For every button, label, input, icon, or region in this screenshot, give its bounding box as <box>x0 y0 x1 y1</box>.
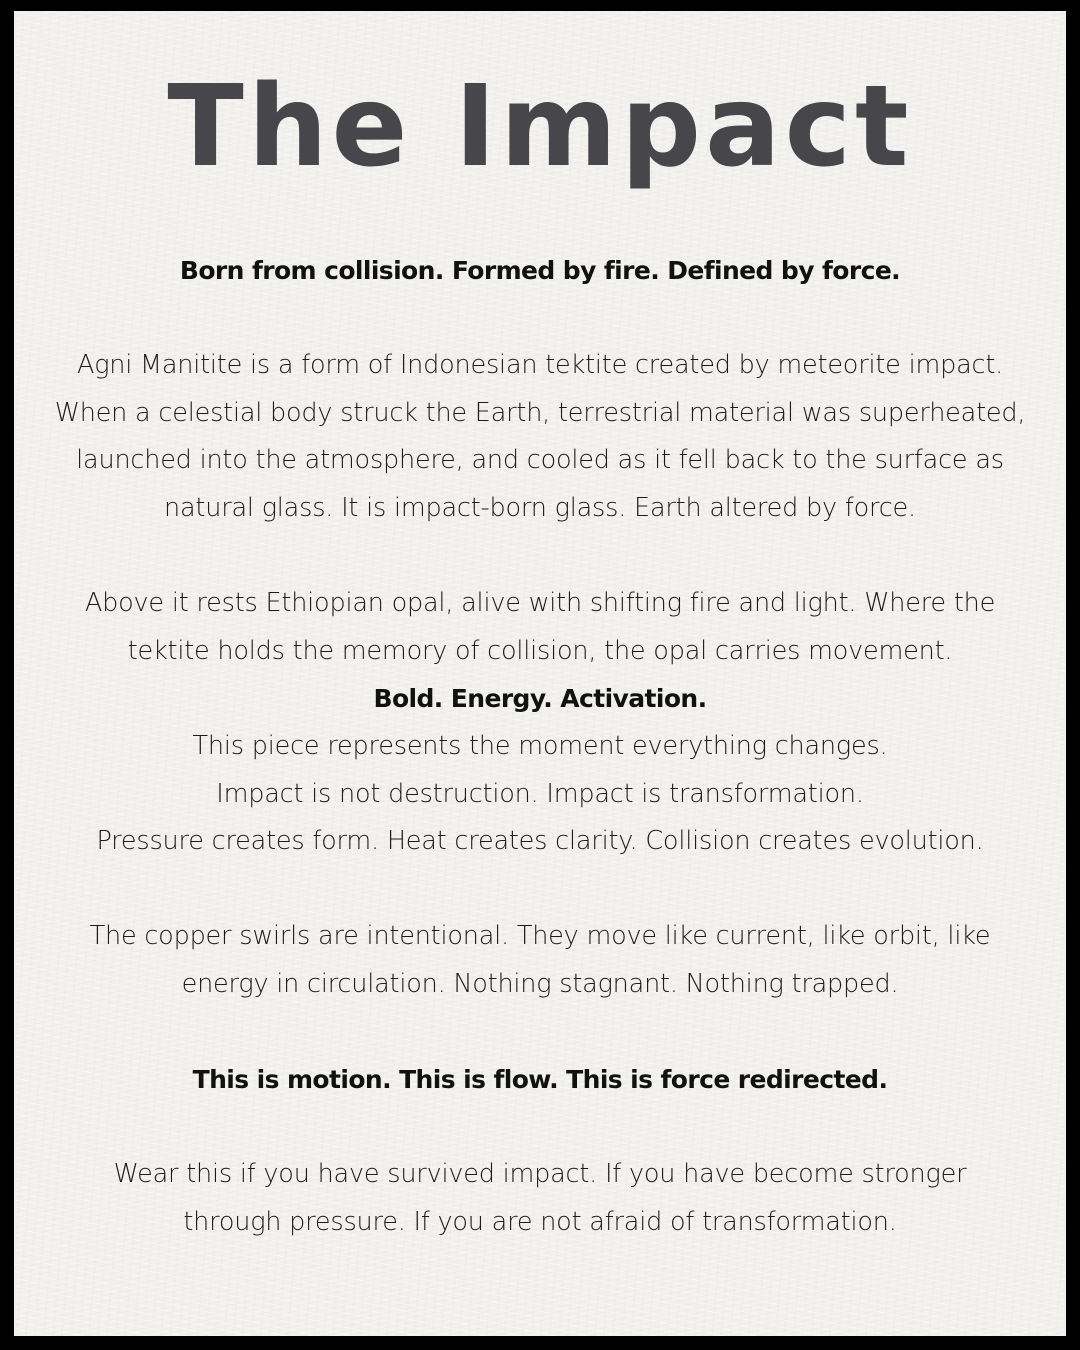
paper-card <box>14 11 1066 1336</box>
spacer <box>42 295 1038 343</box>
paragraph-line: The copper swirls are intentional. They move like current, like orbit, like <box>89 921 991 952</box>
paragraph-line: When a celestial body struck the Earth, terrestrial material was superheated, <box>54 397 1026 428</box>
spacer <box>42 1009 1038 1057</box>
paragraph-line: Wear this if you have survived impact. If you have become stronger <box>113 1159 967 1190</box>
paragraph-line: Agni Manitite is a form of Indonesian tektite created by meteorite impact. <box>76 350 1004 381</box>
paragraph-line: launched into the atmosphere, and cooled as it fell back to the surface as <box>76 445 1004 476</box>
paragraph-line: energy in circulation. Nothing stagnant. Nothing trapped. <box>181 968 899 999</box>
paragraph-line: through pressure. If you are not afraid of transformation. <box>183 1206 897 1237</box>
body-text <box>42 247 1038 1246</box>
paragraph-line: natural glass. It is impact-born glass. Earth altered by force. <box>164 492 916 523</box>
page-title: The Impact <box>167 62 913 192</box>
paragraph-line: This piece represents the moment everything changes. <box>192 730 888 761</box>
spacer <box>42 533 1038 581</box>
spacer <box>42 1104 1038 1152</box>
paragraph-line: Above it rests Ethiopian opal, alive with shifting fire and light. Where the <box>84 588 996 619</box>
spacer <box>42 866 1038 914</box>
paragraph-line: tektite holds the memory of collision, the opal carries movement. <box>127 635 953 666</box>
paragraph-line: Impact is not destruction. Impact is transformation. <box>216 778 864 809</box>
emphasis-line: Bold. Energy. Activation. <box>373 684 707 714</box>
emphasis-line: This is motion. This is flow. This is force redirected. <box>192 1065 888 1095</box>
tagline: Born from collision. Formed by fire. Defined by force. <box>179 256 901 285</box>
paragraph-line: Pressure creates form. Heat creates clarity. Collision creates evolution. <box>96 826 984 857</box>
